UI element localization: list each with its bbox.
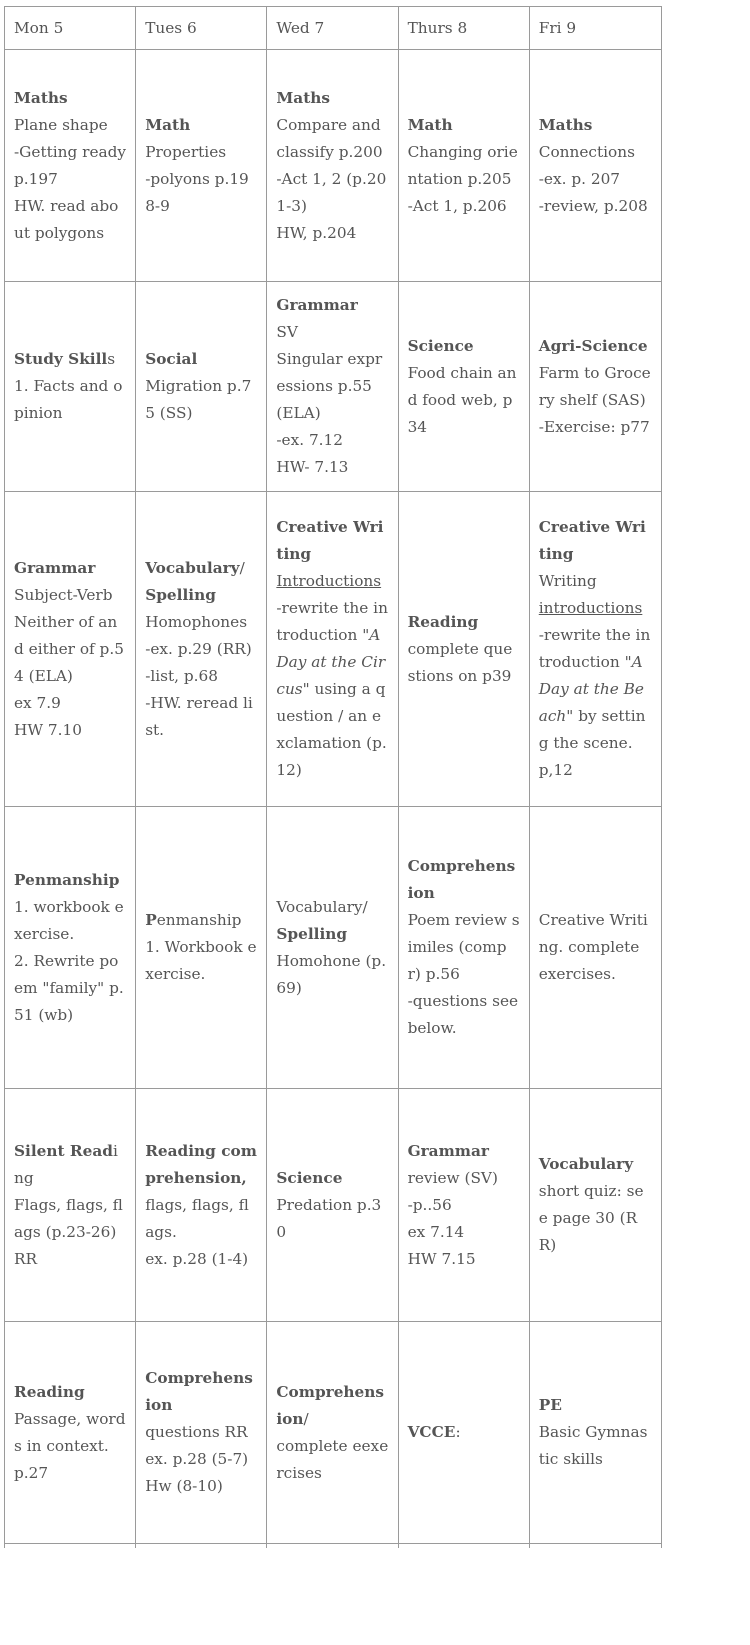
lesson-line: Homohone (p.69) [276,951,387,997]
cut-off-row [5,1544,662,1549]
lesson-cell-thurs-8 [398,50,529,282]
lesson-line [14,555,126,582]
lesson-cell-tues-6 [136,50,267,282]
lesson-cell-wed-7 [267,492,398,807]
lesson-cell-thurs-8 [398,282,529,492]
lesson-line: 1. Facts and opinion [14,377,123,422]
lesson-cell-wed-7 [267,1322,398,1544]
lesson-line [408,853,520,907]
lesson-line [539,1151,652,1178]
lesson-line: HW 7.10 [14,720,82,739]
lesson-line [276,85,388,112]
subject-title: Creative Writing [538,518,646,563]
lesson-line: VCCE: [407,1423,461,1441]
lesson-line [539,112,652,139]
lesson-line: -Getting ready p.197 [14,142,127,188]
lesson-cell-mon-5 [5,1322,136,1544]
lesson-line: SV [276,323,298,341]
lesson-line [408,333,520,360]
subject-title: VCCE [407,1423,456,1441]
day-header-cell: Tues 6 [136,7,267,50]
subject-title: Silent Read [14,1141,113,1160]
lesson-row [5,282,662,492]
cut-off-cell [136,1544,267,1549]
lesson-line: Vocabulary/ [145,558,245,577]
lesson-line: -Act 1, 2 (p.201-3) [276,169,387,215]
lesson-line: Migration p.75 (SS) [145,377,252,422]
lesson-line [276,514,388,568]
subject-title: Agri-Science [538,336,648,355]
lesson-row [5,807,662,1089]
lesson-line [14,85,126,112]
lesson-line: -Exercise: p77 [538,417,650,436]
lesson-row [5,1089,662,1322]
lesson-line: 2. Rewrite poem "family" p. 51 (wb) [14,951,124,1024]
subject-title: Creative Writing [276,518,384,563]
day-header-row [5,7,662,50]
lesson-line: Creative Writing. complete exercises. [538,911,648,983]
subject-title: Grammar [407,1141,489,1160]
subject-title: Science [407,336,474,355]
lesson-line: Food chain and food web, p34 [407,363,517,436]
lesson-cell-thurs-8 [398,807,529,1089]
lesson-line [276,921,388,948]
lesson-line: -questions see below. [407,992,519,1037]
subject-title: Comprehension [407,857,516,902]
day-header-cell: Thurs 8 [398,7,529,50]
subject-title: Reading comprehension, [145,1141,257,1187]
lesson-line [408,1138,520,1165]
subject-title: Social [145,350,198,368]
lesson-line [145,1365,257,1419]
subject-title: Reading [407,612,479,631]
lesson-line: Penmanship [145,911,242,929]
day-header-cell: Wed 7 [267,7,398,50]
lesson-line: Comprehension/ [276,1382,385,1428]
lesson-line: Predation p.30 [276,1195,382,1241]
lesson-line: Farm to Grocery shelf (SAS) [538,363,651,409]
lesson-line: Connections [538,142,635,161]
lesson-line [539,333,652,360]
lesson-line: -ex. 7.12 [276,431,344,449]
lesson-cell-mon-5 [5,282,136,492]
lesson-line [539,595,652,622]
lesson-line [14,867,126,894]
lesson-line [145,112,257,139]
lesson-line [539,1392,652,1419]
cut-off-cell [529,1544,661,1549]
lesson-line [145,582,257,609]
lesson-line [276,292,388,319]
subject-title: Penmanship [14,870,120,889]
subject-title: Comprehension [145,1369,253,1414]
day-header-cell: Mon 5 [5,7,136,50]
lesson-cell-wed-7 [267,807,398,1089]
subject-title: Comprehension [276,1382,385,1428]
lesson-cell-wed-7 [267,50,398,282]
weekly-lesson-plan-table [4,6,662,1548]
lesson-row [5,492,662,807]
lesson-line: Homophones [145,612,248,631]
lesson-cell-fri-9 [529,282,661,492]
lesson-cell-tues-6 [136,282,267,492]
lesson-line [145,1138,257,1192]
day-header-cell: Fri 9 [529,7,661,50]
lesson-line [539,514,652,568]
lesson-cell-fri-9 [529,492,661,807]
subject-title: Study Skill [14,350,108,368]
lesson-line: -ex. p. 207 [538,169,621,188]
italic-title: A Day at the Circus [276,626,386,698]
lesson-line: Hw (8-10) [145,1477,223,1495]
lesson-cell-tues-6 [136,1322,267,1544]
lesson-line: -p..56 [407,1195,452,1214]
lesson-line: flags, flags, flags. [145,1195,249,1241]
lesson-cell-thurs-8 [398,1322,529,1544]
italic-title: A Day at the Beach [538,653,644,725]
lesson-line: -polyons p.198-9 [145,169,249,215]
lesson-line: Compare and classify p.200 [276,115,383,161]
subject-title: Math [145,115,191,134]
lesson-cell-fri-9 [529,1322,661,1544]
subject-title: Maths [14,88,68,107]
lesson-line: ex 7.14 [407,1222,465,1241]
lesson-line: -rewrite the introduction "A Day at the Circus" using a question / an exclamation (p.12) [276,599,388,779]
lesson-line: -Act 1, p.206 [407,196,507,215]
cut-off-cell [5,1544,136,1549]
cut-off-cell [398,1544,529,1549]
lesson-line: HW, p.204 [276,223,357,242]
lesson-cell-mon-5 [5,1089,136,1322]
lesson-cell-fri-9 [529,807,661,1089]
lesson-line: HW- 7.13 [276,458,349,476]
lesson-cell-wed-7 [267,282,398,492]
subject-title: Maths [538,115,593,134]
table-body [5,7,662,1549]
lesson-line: ex. p.28 (5-7) [145,1450,249,1468]
lesson-line [408,112,520,139]
lesson-cell-fri-9 [529,1089,661,1322]
subject-title: Science [276,1168,343,1187]
cut-off-cell [267,1544,398,1549]
lesson-line: ex 7.9 [14,693,61,712]
lesson-cell-tues-6 [136,807,267,1089]
lesson-line: -ex. p.29 (RR) [145,639,252,658]
underlined-topic: Introductions [276,572,382,590]
lesson-line: ex. p.28 (1-4) [145,1249,249,1268]
lesson-line [276,568,388,595]
lesson-cell-thurs-8 [398,492,529,807]
lesson-line [14,1379,126,1406]
lesson-cell-tues-6 [136,1089,267,1322]
lesson-plan-table-wrapper [4,6,662,1548]
subject-title: Grammar [14,558,96,577]
lesson-line: questions RR [145,1423,248,1441]
lesson-line: Passage, words in context. p.27 [14,1409,126,1482]
lesson-line: Properties [145,142,227,161]
subject-title: Maths [276,88,331,107]
lesson-line: HW 7.15 [407,1249,476,1268]
lesson-line: -rewrite the introduction "A Day at the Beach" by setting the scene. p,12 [538,626,651,779]
lesson-line: complete questions on p39 [407,639,513,685]
lesson-cell-wed-7 [267,1089,398,1322]
lesson-cell-tues-6 [136,492,267,807]
lesson-line: Plane shape [14,115,108,134]
lesson-line: Study Skills [14,350,116,368]
lesson-line [145,346,257,373]
underlined-topic: introductions [538,599,643,617]
subject-title: Spelling [276,924,348,943]
lesson-line [408,609,520,636]
lesson-row [5,1322,662,1544]
lesson-line: Vocabulary/ [276,897,368,916]
lesson-line: Flags, flags, flags (p.23-26) RR [14,1195,123,1268]
lesson-cell-mon-5 [5,50,136,282]
lesson-cell-mon-5 [5,492,136,807]
lesson-line: Writing [538,572,597,590]
lesson-line: Poem review similes (compr) p.56 [407,911,520,983]
lesson-line: Basic Gymnastic skills [538,1423,648,1468]
lesson-row [5,50,662,282]
lesson-line [276,1165,388,1192]
subject-title: Reading [14,1382,85,1401]
lesson-cell-thurs-8 [398,1089,529,1322]
lesson-line: complete eexercises [276,1436,389,1482]
lesson-cell-mon-5 [5,807,136,1089]
lesson-line: -review, p.208 [538,196,648,215]
subject-title: P [145,911,157,929]
lesson-line: HW. read about polygons [14,196,119,242]
lesson-line: 1. workbook exercise. [14,897,124,943]
subject-title: Vocabulary [538,1155,634,1173]
lesson-line: -HW. reread list. [145,693,253,739]
subject-title: Vocabulary [145,558,240,577]
lesson-line: -list, p.68 [145,666,218,685]
lesson-line: short quiz: see page 30 (RR) [538,1182,644,1254]
lesson-line: Silent Reading [14,1141,118,1187]
subject-title: Grammar [276,296,358,314]
subject-title: PE [538,1396,562,1414]
lesson-line: review (SV) [407,1168,498,1187]
lesson-cell-fri-9 [529,50,661,282]
subject-title: Math [407,115,453,134]
lesson-line: Singular expressions p.55 (ELA) [276,350,383,422]
lesson-line: 1. Workbook exercise. [145,938,257,983]
subject-title: Spelling [145,585,216,604]
lesson-line: Subject-Verb Neither of and either of p.54 (ELA) [14,585,124,685]
lesson-line: Changing orientation p.205 [407,142,518,188]
